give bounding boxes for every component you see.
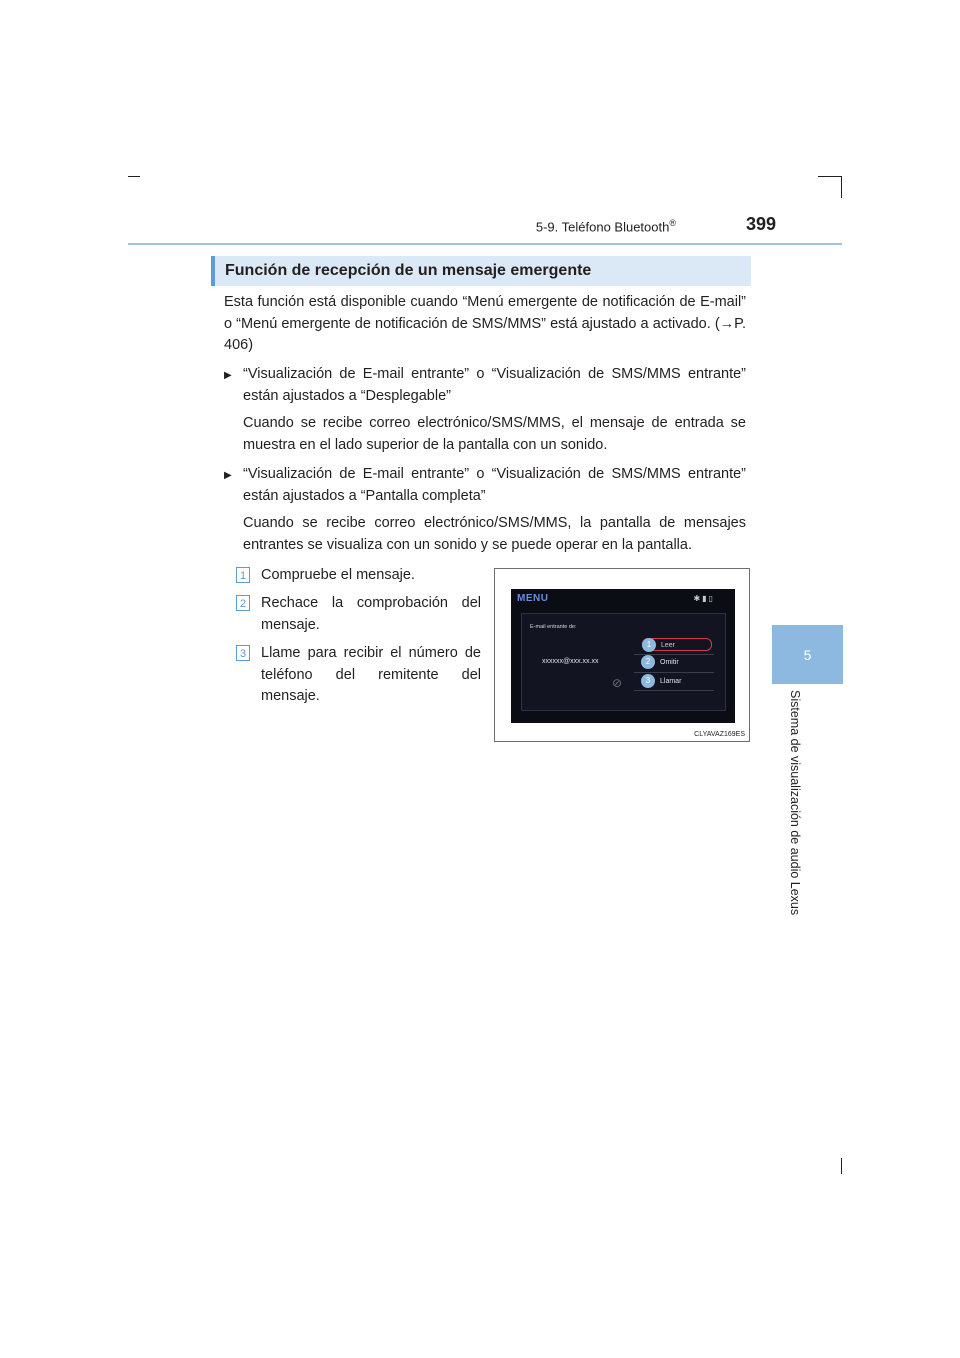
- triangle-bullet-icon: ▶: [224, 470, 232, 481]
- section-heading-text: Función de recepción de un mensaje emergente: [225, 262, 592, 279]
- disabled-icon: ⊘: [612, 676, 623, 690]
- option-label: Leer: [661, 642, 676, 649]
- divider: [634, 690, 714, 691]
- battery-icon: ▯: [708, 594, 715, 603]
- email-header: E-mail entrante de:: [530, 624, 577, 630]
- option-call-button[interactable]: [642, 675, 712, 688]
- triangle-bullet-icon: ▶: [224, 370, 232, 381]
- step-number-badge: 1: [236, 567, 250, 583]
- email-popup: [521, 613, 726, 711]
- option-number: 1: [642, 638, 656, 652]
- figure-code: CLYAVAZ169ES: [694, 731, 745, 738]
- divider: [634, 672, 714, 673]
- registered-mark: ®: [669, 218, 676, 228]
- step-item: [236, 643, 481, 708]
- signal-icon: ▮: [702, 594, 709, 603]
- chapter-number: 5: [803, 646, 812, 663]
- step-number-badge: 2: [236, 595, 250, 611]
- screen-figure: [494, 568, 750, 742]
- option-label: Omitir: [660, 659, 679, 666]
- step-item: [236, 593, 481, 636]
- option-read-button[interactable]: [642, 638, 712, 651]
- chapter-tab: [772, 625, 843, 684]
- bluetooth-icon: ✱: [693, 594, 703, 603]
- step-text: Compruebe el mensaje.: [261, 567, 415, 583]
- option-label: Llamar: [660, 678, 682, 685]
- bullet-title: “Visualización de E-mail entrante” o “Visualización de SMS/MMS entrante” están ajustados a “Desplegable”: [243, 366, 746, 404]
- step-number-badge: 3: [236, 645, 250, 661]
- status-icons: [693, 594, 715, 603]
- intro-paragraph: Esta función está disponible cuando “Menú emergente de notificación de E-mail” o “Menú emergente de notificación de SMS/MMS” está ajustado a activado. (→P. 406): [224, 294, 746, 353]
- chapter-title: Sistema de visualización de audio Lexus: [788, 690, 802, 916]
- sender-address: xxxxxx@xxx.xx.xx: [542, 658, 599, 665]
- step-text: Rechace la comprobación del mensaje.: [261, 595, 481, 633]
- running-header: [480, 218, 676, 234]
- crop-mark: [128, 176, 140, 177]
- bullet-title: “Visualización de E-mail entrante” o “Visualización de SMS/MMS entrante” están ajustados a “Pantalla completa”: [243, 466, 746, 504]
- header-section: 5-9. Teléfono Bluetooth: [535, 219, 670, 235]
- crop-mark: [818, 176, 842, 177]
- header-rule: [128, 243, 842, 245]
- section-heading: [211, 256, 751, 286]
- menu-label: MENU: [517, 593, 549, 604]
- page-number: 399: [745, 214, 776, 234]
- crop-mark: [841, 1158, 842, 1174]
- option-skip-button[interactable]: [642, 656, 712, 669]
- bullet-description: Cuando se recibe correo electrónico/SMS/MMS, la pantalla de mensajes entrantes se visualiza con un sonido y se puede operar en la pantalla.: [243, 515, 746, 553]
- bullet-item: [224, 464, 746, 556]
- step-text: Llame para recibir el número de teléfono del remitente del mensaje.: [261, 645, 481, 704]
- display-screen: [511, 589, 735, 723]
- bullet-description: Cuando se recibe correo electrónico/SMS/MMS, el mensaje de entrada se muestra en el lado superior de la pantalla con un sonido.: [243, 415, 746, 453]
- option-number: 3: [641, 674, 655, 688]
- bullet-item: [224, 364, 746, 456]
- step-item: [236, 565, 481, 587]
- crop-mark: [841, 176, 842, 198]
- option-number: 2: [641, 655, 655, 669]
